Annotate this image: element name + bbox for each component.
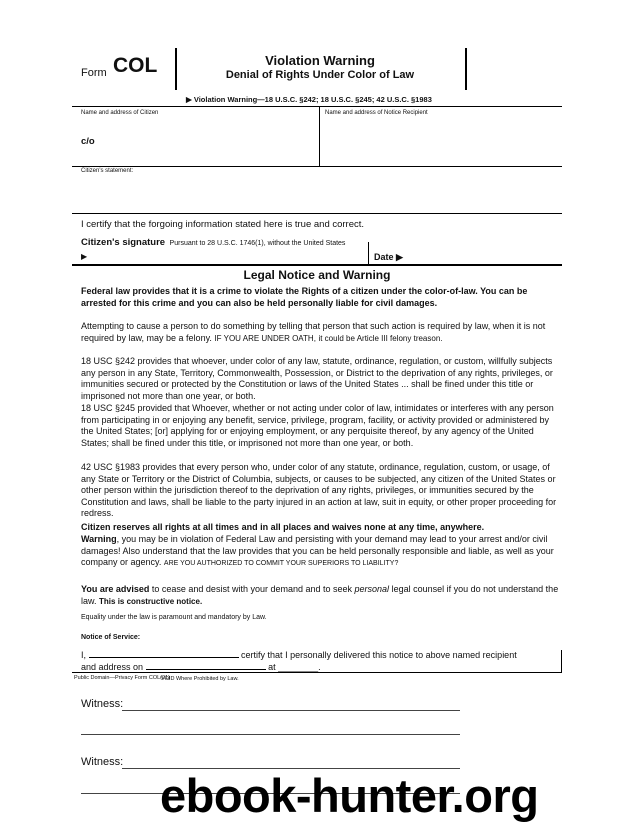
p1-caps: IF YOU ARE UNDER OATH, xyxy=(214,333,316,343)
signature-label: Citizen's signature xyxy=(81,237,166,248)
statute-reference: ▶ Violation Warning—18 U.S.C. §242; 18 U.S.C. §245; 42 U.S.C. §1983 xyxy=(186,95,432,104)
legal-paragraph-2: 18 USC §242 provides that whoever, under color of any law, statute, ordinance, regulation, or custom, willfully subjects any person in any State, Territory, Commonwealth, Possession, or District to the deprivation of any rights, privileges, or immunities secured or protected by the Constitution or laws of the United States ... shall be fined under this title or imprisoned not more than one year, or both. xyxy=(81,356,553,401)
citizen-address-value[interactable]: c/o xyxy=(81,136,95,147)
service-address-field[interactable] xyxy=(146,659,266,670)
reserves-rights: Citizen reserves all rights at all times and in all places and waives none at any time, anywhere. xyxy=(81,522,485,532)
citizen-address-label: Name and address of Citizen xyxy=(81,110,159,116)
service-at-blank[interactable]: ________. xyxy=(278,662,321,672)
warning-text: , you may be in violation of Federal Law and persisting with your demand may lead to your arrest and/or civil damages! Also understand that the law provides that you can be held personally responsible and liable, as well as your company or agency. xyxy=(81,534,554,568)
legal-heading: Legal Notice and Warning xyxy=(243,268,391,282)
header-divider-right xyxy=(465,48,467,90)
witness-1-second-line[interactable] xyxy=(81,734,460,735)
server-name-field[interactable] xyxy=(89,647,239,658)
warning-paragraph xyxy=(81,534,560,570)
address-bottom-rule xyxy=(72,166,562,167)
header-bottom-rule xyxy=(72,106,562,107)
p1-text: Attempting to cause a person to do something by telling that person that such action is required by law, when it is not required by law, may be a felony. xyxy=(81,321,546,343)
advised-bold: You are advised xyxy=(81,584,150,594)
date-label[interactable]: Date ▶ xyxy=(374,252,403,262)
witness-label-1: Witness: xyxy=(81,698,124,710)
advised-paragraph xyxy=(81,584,560,607)
warning-bold: Warning xyxy=(81,534,117,544)
form-code: COL xyxy=(113,54,158,77)
signature-line xyxy=(81,232,345,250)
advised-italic: personal xyxy=(354,584,390,594)
service-address-label: and address on xyxy=(81,662,144,672)
service-box-right xyxy=(561,650,562,672)
address-field-divider xyxy=(319,106,320,166)
form-label: Form xyxy=(81,67,107,79)
service-certify-text: certify that I personally delivered this notice to above named recipient xyxy=(241,650,517,660)
equality-statement: Equality under the law is paramount and mandatory by Law. xyxy=(81,614,267,621)
advised-text-1: to cease and desist with your demand and to seek xyxy=(151,584,353,594)
signature-arrow[interactable]: ▶ xyxy=(81,252,88,261)
signature-bottom-rule xyxy=(72,264,562,266)
legal-paragraph-1 xyxy=(81,321,560,344)
service-i-label: I, xyxy=(81,650,87,660)
statement-bottom-rule xyxy=(72,213,562,214)
legal-bold-intro: Federal law provides that it is a crime to violate the Rights of a citizen under the color-of-law. You can be arrested for this crime and you can also be held personally liable for civil damages. xyxy=(81,286,528,308)
footer-left: Public Domain—Privacy Form COL(01) xyxy=(74,675,170,681)
certify-text: I certify that the forgoing information stated here is true and correct. xyxy=(81,219,365,230)
legal-paragraph-4: 42 USC §1983 provides that every person who, under color of any statute, ordinance, regulation, custom, or usage, of any State or Territory or the District of Columbia, subjects, or causes to be subjected, any citizen of the United States or other person within the jurisdiction thereof to the deprivation of any rights, privileges, or immunities secured by the Constitution and laws, shall be liable to the party injured in an action at law, suit in equity, or other proper proceeding for redress. xyxy=(81,462,557,519)
date-divider xyxy=(368,242,369,264)
citizen-statement-label: Citizen's statement: xyxy=(81,168,134,174)
witness-label-2: Witness: xyxy=(81,756,124,768)
advised-text-2: legal counsel if you do not understand the law. xyxy=(81,584,559,606)
witness-1-signature-line[interactable] xyxy=(122,710,460,711)
service-bottom-rule xyxy=(72,672,562,673)
p1-tail: it could be Article III felony treason. xyxy=(318,333,443,343)
advised-end: This is constructive notice. xyxy=(99,596,203,606)
service-at-label: at xyxy=(268,662,276,672)
form-title: Violation Warning xyxy=(265,53,375,68)
footer-right: VOID Where Prohibited by Law. xyxy=(161,676,239,682)
warning-caps: ARE YOU AUTHORIZED TO COMMIT YOUR SUPERIORS TO LIABILITY? xyxy=(163,560,399,568)
watermark-text: ebook-hunter.org xyxy=(160,769,539,822)
service-heading: Notice of Service: xyxy=(81,634,141,641)
legal-paragraph-3: 18 USC §245 provided that Whoever, whether or not acting under color of law, intimidates or interferes with any person from participating in or enjoying any benefit, service, privilege, program, facility, or activity provided or administered by the United States; [or] applying for or enjoying employment, or any perquisite thereof, by any agency of the United States; shall be fined under this title, or imprisoned not more than one year, or both. xyxy=(81,403,554,448)
recipient-address-label: Name and address of Notice Recipient xyxy=(325,110,428,116)
form-subtitle: Denial of Rights Under Color of Law xyxy=(225,69,415,81)
signature-note: Pursuant to 28 U.S.C. 1746(1), without the United States xyxy=(169,240,346,247)
